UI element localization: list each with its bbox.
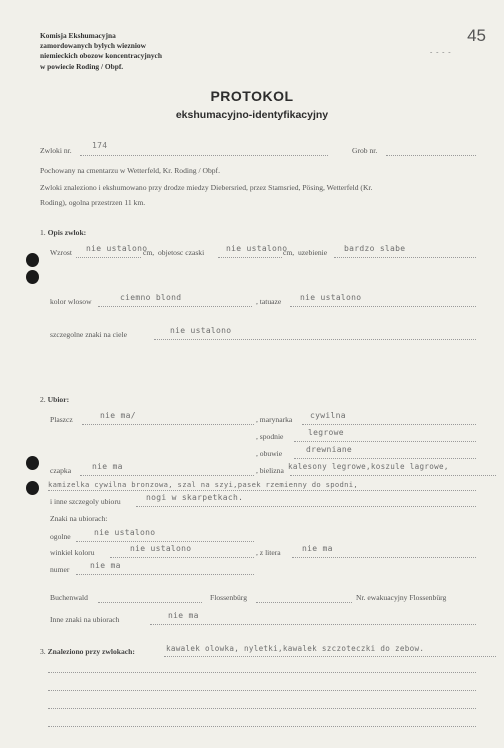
section-opis-heading: [40, 228, 86, 237]
spodnie-value: legrowe: [308, 428, 344, 437]
org-line: niemieckich obozow koncentracyjnych: [40, 51, 162, 61]
winkiel-label: winkiel koloru: [50, 548, 95, 557]
bielizna-value: kalesony legrowe,koszule lagrowe,: [288, 462, 449, 471]
page-dash-marks: - - - -: [430, 48, 452, 56]
czapka-value: nie ma: [92, 462, 123, 471]
bielizna-label: , bielizna: [256, 466, 284, 475]
wzrost-label: Wzrost: [50, 248, 72, 257]
section-title: Ubior:: [47, 395, 70, 404]
org-line: Komisja Ekshumacyjna: [40, 31, 116, 40]
org-line: zamordowanych bylych wiezniow: [40, 41, 146, 51]
uzebienie-value: bardzo slabe: [344, 244, 406, 253]
punch-hole-top-2: [26, 270, 39, 284]
pochowany-text: Pochowany na cmentarzu w Wetterfeld, Kr. Roding / Obpf.: [40, 166, 220, 175]
znaki-ubiorach-label: Znaki na ubiorach:: [50, 514, 108, 523]
marynarka-label: , marynarka: [256, 415, 293, 424]
zwloki-label: Zwloki nr.: [40, 146, 72, 155]
org-line: w powiecie Roding / Obpf.: [40, 61, 124, 71]
punch-hole-bottom-2: [26, 481, 39, 495]
tatuaze-label: , tatuaze: [256, 297, 282, 306]
znaleziono-value: kawalek olowka, nyletki,kawalek szczoteczki do zebow.: [166, 644, 425, 653]
bielizna-continuation: kamizelka cywilna bronzowa, szal na szyi,pasek rzemienny do spodni,: [48, 480, 359, 489]
litera-label: , z litera: [256, 548, 281, 557]
marynarka-value: cywilna: [310, 411, 346, 420]
tatuaze-value: nie ustalono: [300, 293, 362, 302]
plaszcz-label: Plaszcz: [50, 415, 73, 424]
objetosc-label: objetosc czaski: [158, 248, 205, 257]
ogolne-label: ogolne: [50, 532, 71, 541]
uzebienie-label: uzebienie: [298, 248, 328, 257]
buchenwald-label: Buchenwald: [50, 593, 88, 602]
section-title: Znaleziono przy zwlokach:: [47, 647, 135, 656]
flossenburg-label: Flossenbürg: [210, 593, 247, 602]
winkiel-value: nie ustalono: [130, 544, 192, 553]
wzrost-value: nie ustalono: [86, 244, 148, 253]
ogolne-value: nie ustalono: [94, 528, 156, 537]
nr-ewakuacyjny-label: Nr. ewakuacyjny Flossenbürg: [356, 593, 447, 602]
section-number: 3.: [40, 647, 46, 656]
spodnie-label: , spodnie: [256, 432, 284, 441]
litera-value: nie ma: [302, 544, 333, 553]
inne-znaki-label: Inne znaki na ubiorach: [50, 615, 120, 624]
section-number: 1.: [40, 228, 46, 237]
inne-szczegoly-value: nogi w skarpetkach.: [146, 493, 244, 502]
obuwie-label: , obuwie: [256, 449, 283, 458]
znaki-ciele-label: szczegolne znaki na ciele: [50, 330, 127, 339]
objetosc-value: nie ustalono: [226, 244, 288, 253]
inne-znaki-value: nie ma: [168, 611, 199, 620]
organisation-block: [40, 31, 162, 72]
kolor-wlosow-label: kolor wlosow: [50, 297, 92, 306]
section-znaleziono-heading: [40, 647, 135, 656]
zwloki-value: 174: [92, 141, 108, 150]
inne-szczegoly-label: i inne szczegoly ubioru: [50, 497, 121, 506]
czapka-label: czapka: [50, 466, 72, 475]
znaleziono-text-2: Roding), ogolna przestrzen 11 km.: [40, 198, 146, 207]
page-number: 45: [467, 26, 486, 45]
grob-label: Grob nr.: [352, 146, 378, 155]
obuwie-value: drewniane: [306, 445, 353, 454]
cm-unit-2: cm,: [283, 248, 295, 257]
znaki-ciele-value: nie ustalono: [170, 326, 232, 335]
kolor-wlosow-value: ciemno blond: [120, 293, 182, 302]
section-number: 2.: [40, 395, 46, 404]
numer-value: nie ma: [90, 561, 121, 570]
document-subtitle: ekshumacyjno-identyfikacyjny: [175, 109, 329, 121]
punch-hole-top: [26, 253, 39, 267]
plaszcz-value: nie ma/: [100, 411, 136, 420]
section-ubior-heading: [40, 395, 69, 404]
cm-unit-1: cm,: [143, 248, 155, 257]
numer-label: numer: [50, 565, 70, 574]
punch-hole-bottom: [26, 456, 39, 470]
znaleziono-text-1: Zwloki znaleziono i ekshumowano przy drodze miedzy Diebersried, przez Stamsried, Pösing, Wetterfeld (Kr.: [40, 183, 373, 192]
document-title: PROTOKOL: [210, 88, 294, 104]
section-title: Opis zwlok:: [47, 228, 87, 237]
